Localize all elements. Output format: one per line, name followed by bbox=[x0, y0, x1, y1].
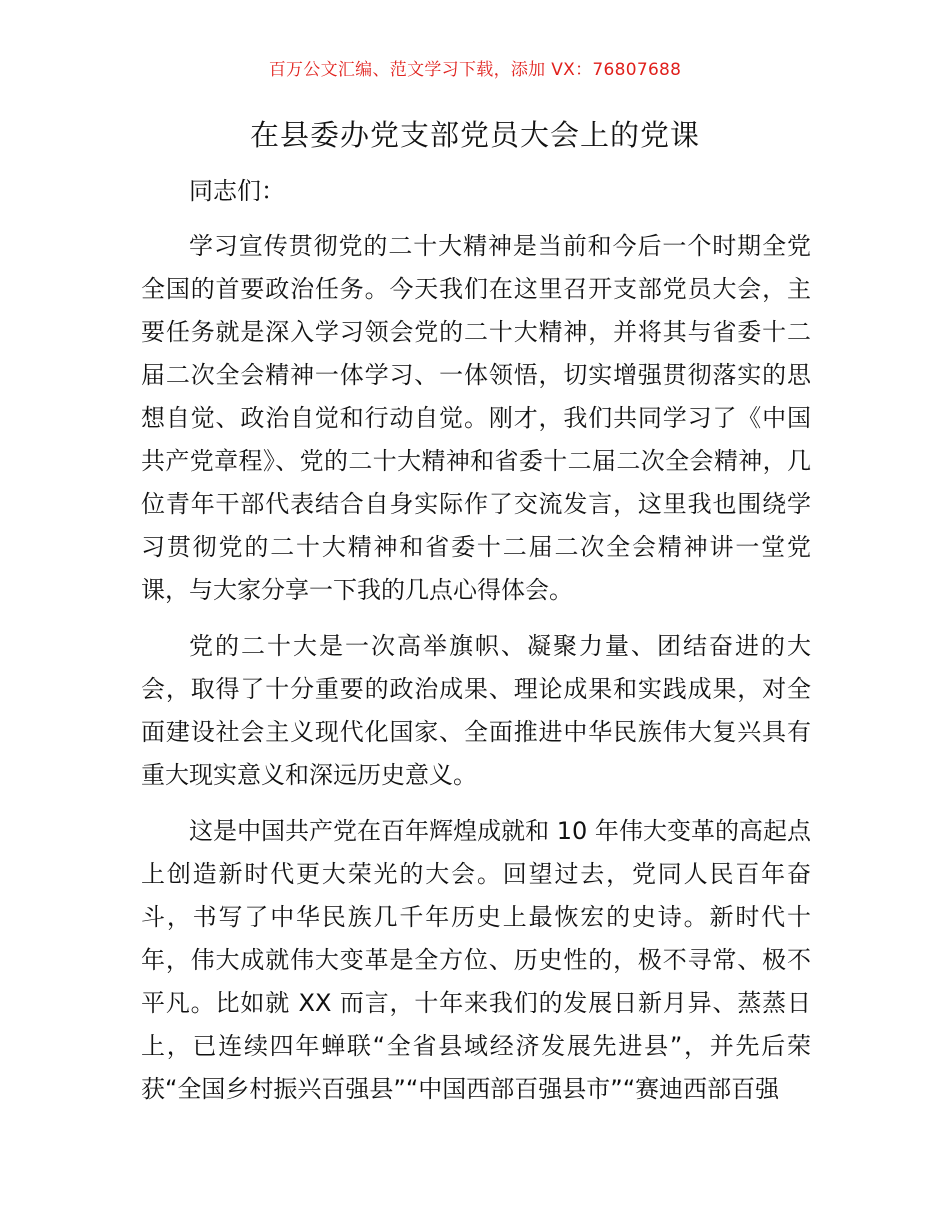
document-body bbox=[141, 170, 811, 1124]
paragraph-2: 党的二十大是一次高举旗帜、凝聚力量、团结奋进的大会，取得了十分重要的政治成果、理论成果和实践成果，对全面建设社会主义现代化国家、全面推进中华民族伟大复兴具有重大现实意义和深远历史意义。 bbox=[141, 632, 811, 789]
document-title: 在县委办党支部党员大会上的党课 bbox=[249, 118, 700, 152]
salutation: 同志们： bbox=[189, 177, 285, 205]
header-watermark-note: 百万公文汇编、范文学习下载，添加 VX：76807688 bbox=[268, 60, 682, 80]
paragraph-3: 这是中国共产党在百年辉煌成就和 10 年伟大变革的高起点上创造新时代更大荣光的大会。回望过去，党同人民百年奋斗，书写了中华民族几千年历史上最恢宏的史诗。新时代十年，伟大成就伟大变革是全方位、历史性的，极不寻常、极不平凡。比如就 XX 而言，十年来我们的发展日新月异、蒸蒸日上，已连续四年蝉联“全省县域经济发展先进县”，并先后荣获“全国乡村振兴百强县”“中国西部百强县市”“赛迪西部百强 bbox=[141, 817, 811, 1103]
paragraph-1: 学习宣传贯彻党的二十大精神是当前和今后一个时期全党全国的首要政治任务。今天我们在这里召开支部党员大会，主要任务就是深入学习领会党的二十大精神，并将其与省委十二届二次全会精神一体学习、一体领悟，切实增强贯彻落实的思想自觉、政治自觉和行动自觉。刚才，我们共同学习了《中国共产党章程》、党的二十大精神和省委十二届二次全会精神，几位青年干部代表结合自身实际作了交流发言，这里我也围绕学习贯彻党的二十大精神和省委十二届二次全会精神讲一堂党课，与大家分享一下我的几点心得体会。 bbox=[141, 232, 811, 604]
